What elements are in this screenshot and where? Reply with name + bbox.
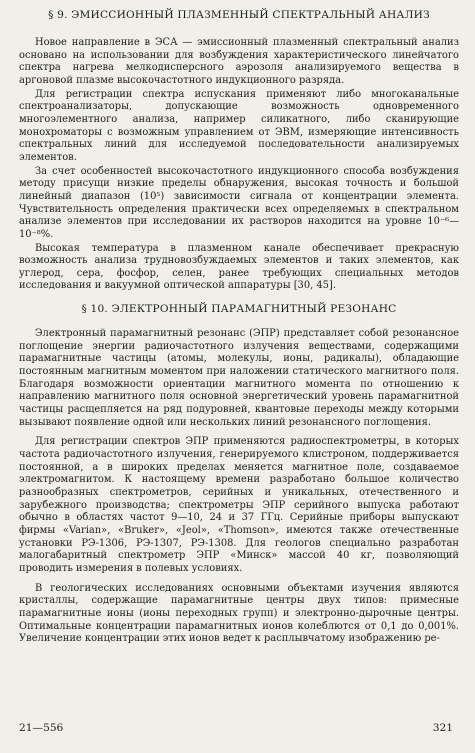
section-9-paragraph: Новое направление в ЭСА — эмиссионный плазменный спектральный анализ основано на использовании для возбуждения характеристического линейчатого спектра нагрева мелкодисперсного аэрозоля анализируемого вещества в аргоновой плазме высокочастотного индукционного разряда. — [19, 37, 459, 86]
page-footer — [19, 722, 453, 734]
section-10-paragraph: Электронный парамагнитный резонанс (ЭПР) представляет собой резонансное поглощение энергии радиочастотного излучения веществами, содержащими парамагнитные частицы (атомы, молекулы, ионы, радикалы), обладающие постоянным магнитным моментом при наложении статического магнитного поля. Благодаря возможности ориентации магнитного момента по отношению к направлению магнитного поля основной энергетический уровень парамагнитной частицы расщепляется на ряд подуровней, квантовые переходы между которыми вызывают появление одной или нескольких линий резонансного поглощения. — [19, 328, 459, 428]
section-9-paragraph: Высокая температура в плазменном канале обеспечивает прекрасную возможность анализа трудновозбуждаемых элементов и таких элементов, как углерод, сера, фосфор, селен, ранее требующих специальных методов исследования и вакуумной оптической аппаратуры [30, 45]. — [19, 242, 459, 292]
section-9-heading: § 9. ЭМИССИОННЫЙ ПЛАЗМЕННЫЙ СПЕКТРАЛЬНЫЙ АНАЛИЗ — [48, 9, 430, 21]
page-number: 321 — [432, 722, 453, 734]
section-9-paragraph: За счет особенностей высокочастотного индукционного способа возбуждения методу присущи низкие пределы обнаружения, высокая точность и большой линейный диапазон (10⁵) зависимости сигнала от концентрации элемента. Чувствительность определения практически всех определяемых в спектральном анализе элементов при исследовании их растворов находится на уровне 10⁻⁶—10⁻⁸%. — [19, 165, 459, 240]
section-9-paragraph: Для регистрации спектра испускания применяют либо многоканальные спектроанализаторы, допускающие возможность одновременного многоэлементного анализа, например силикатного, либо сканирующие монохроматоры с возможным управлением от ЭВМ, измеряющие интенсивность спектральных линий для исследуемой последовательности анализируемых элементов. — [19, 88, 459, 163]
section-10-heading: § 10. ЭЛЕКТРОННЫЙ ПАРАМАГНИТНЫЙ РЕЗОНАНС — [81, 303, 397, 316]
section-10-paragraph: В геологических исследованиях основными объектами изучения являются кристаллы, содержащие парамагнитные центры двух типов: примесные парамагнитные ионы (ионы переходных групп) и электронно-дырочные центры. Оптимальные концентрации парамагнитных ионов колеблются от 0,1 до 0,001%. Увеличение концентрации этих ионов ведет к расплывчатому изображению ре- — [19, 582, 459, 645]
section-10-paragraph: Для регистрации спектров ЭПР применяются радиоспектрометры, в которых частота радиочастотного излучения, генерируемого клистроном, поддерживается постоянной, а в широких пределах меняется магнитное поле, создаваемое электромагнитом. К настоящему времени разработано большое количество разнообразных спектрометров, серийных и уникальных, отечественного и зарубежного производства; спектрометры ЭПР серийного выпуска работают обычно в областях частот 9—10, 24 и 37 ГГц. Серийные приборы выпускают фирмы «Varian», «Bruker», «Jeol», «Thomson», имеются также отечественные установки РЭ-1306, РЭ-1307, РЭ-1308. Для геологов специально разработан малогабаритный спектрометр ЭПР «Минск» массой 40 кг, позволяющий проводить измерения в полевых условиях. — [19, 436, 459, 574]
printer-signature: 21—556 — [19, 722, 64, 734]
